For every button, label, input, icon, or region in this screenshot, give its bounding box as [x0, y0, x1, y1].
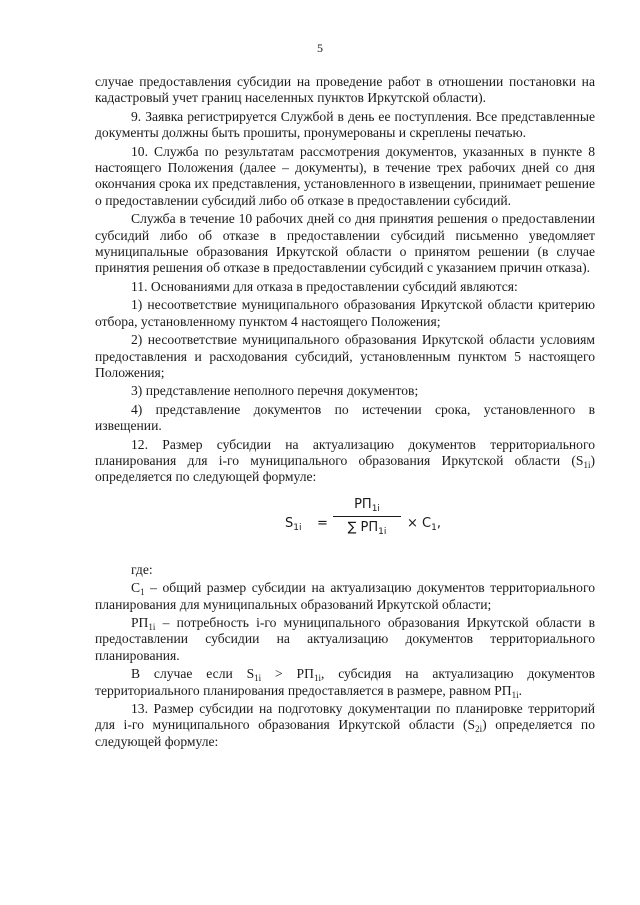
paragraph-text: ) определяется по следующей формуле:: [95, 717, 595, 749]
paragraph-text: – общий размер субсидии на актуализацию документов территориального планирования для муниципальных образований Иркутской области;: [95, 580, 595, 612]
symbol: РП: [131, 614, 149, 630]
formula-numerator: [333, 496, 401, 514]
symbol: С: [131, 580, 141, 596]
subscript: 1i: [254, 673, 262, 684]
formula-symbol: ∑ РП: [347, 519, 379, 535]
list-item: 1) несоответствие муниципального образования Иркутской области критерию отбора, установленному пунктом 4 настоящего Положения;: [95, 297, 595, 329]
formula-subscript: 1i: [378, 526, 387, 537]
subscript: 1i: [511, 689, 519, 700]
formula-comma: ,: [436, 515, 441, 531]
paragraph-text: 13. Размер субсидии на подготовку документации по планировке территорий для i-го муниципального образования Иркутской области (S: [95, 701, 595, 733]
paragraph-text: ) определяется по следующей формуле:: [95, 452, 595, 485]
definition-c1: [95, 580, 595, 613]
formula-lhs: [285, 516, 302, 532]
list-item: 3) представление неполного перечня документов;: [131, 383, 419, 399]
formula-fraction: [333, 496, 401, 537]
paragraph: 10. Служба по результатам рассмотрения документов, указанных в пункте 8 настоящего Положения (далее – документы), в течение трех рабочих дней со дня окончания срока их представления, установленного в извещении, принимает решение о предоставлении субсидий либо об отказе в предоставлении субсидий.: [95, 143, 595, 208]
paragraph: [95, 666, 595, 699]
paragraph-text: , субсидия на актуализацию документов территориального планирования предоставляется в размере, равном РП: [95, 666, 595, 698]
paragraph-text: – потребность i-го муниципального образования Иркутской области в предоставлении субсидии на актуализацию документов территориального планирования.: [95, 614, 595, 663]
subscript: 1: [140, 587, 145, 598]
document-body: [95, 74, 595, 752]
formula-denominator: [333, 519, 401, 537]
paragraph: [95, 701, 595, 750]
paragraph: [95, 437, 595, 486]
list-item: 4) представление документов по истечении срока, установленного в извещении.: [95, 401, 595, 434]
formula-subscript: 1: [431, 522, 437, 533]
paragraph-text: .: [518, 682, 523, 698]
formula-subscript: 1i: [293, 522, 302, 533]
paragraph: 11. Основаниями для отказа в предоставлении субсидий являются:: [131, 278, 518, 294]
list-item: 2) несоответствие муниципального образования Иркутской области условиям предоставления и расходования субсидий, установленным пунктом 5 настоящего Положения;: [95, 332, 595, 380]
formula-s1i: [95, 496, 595, 550]
formula-subscript: 1i: [371, 503, 380, 514]
formula-multiplier: [407, 516, 441, 532]
formula-symbol: × С: [407, 515, 432, 531]
formula-symbol: РП: [354, 496, 372, 512]
definition-rp1i: [95, 615, 595, 664]
paragraph: случае предоставления субсидии на проведение работ в отношении постановки на кадастровый учет границ населенных пунктов Иркутской области).: [95, 74, 595, 106]
fraction-bar: [333, 516, 401, 517]
page-number: 5: [317, 41, 323, 55]
subscript: 1i: [583, 459, 591, 470]
paragraph: Служба в течение 10 рабочих дней со дня принятия решения о предоставлении субсидий либо об отказе в предоставлении субсидий письменно уведомляет муниципальные образования Иркутской области о принятом решении (в случае принятия решения об отказе в предоставлении субсидий с указанием причин отказа).: [95, 211, 595, 276]
formula-equals: =: [317, 515, 328, 531]
subscript: 1i: [313, 673, 321, 684]
subscript: 1i: [148, 621, 156, 632]
paragraph-text: 12. Размер субсидии на актуализацию документов территориального планирования для i-го муниципального образования Иркутской области (S: [95, 436, 595, 468]
paragraph-text: > РП: [261, 666, 314, 682]
formula-symbol: S: [285, 515, 294, 531]
paragraph: 9. Заявка регистрируется Службой в день ее поступления. Все представленные документы должны быть прошиты, пронумерованы и скреплены печатью.: [95, 108, 595, 141]
paragraph-text: В случае если S: [131, 666, 255, 682]
definitions-heading: где:: [131, 561, 153, 577]
subscript: 2i: [475, 724, 483, 735]
